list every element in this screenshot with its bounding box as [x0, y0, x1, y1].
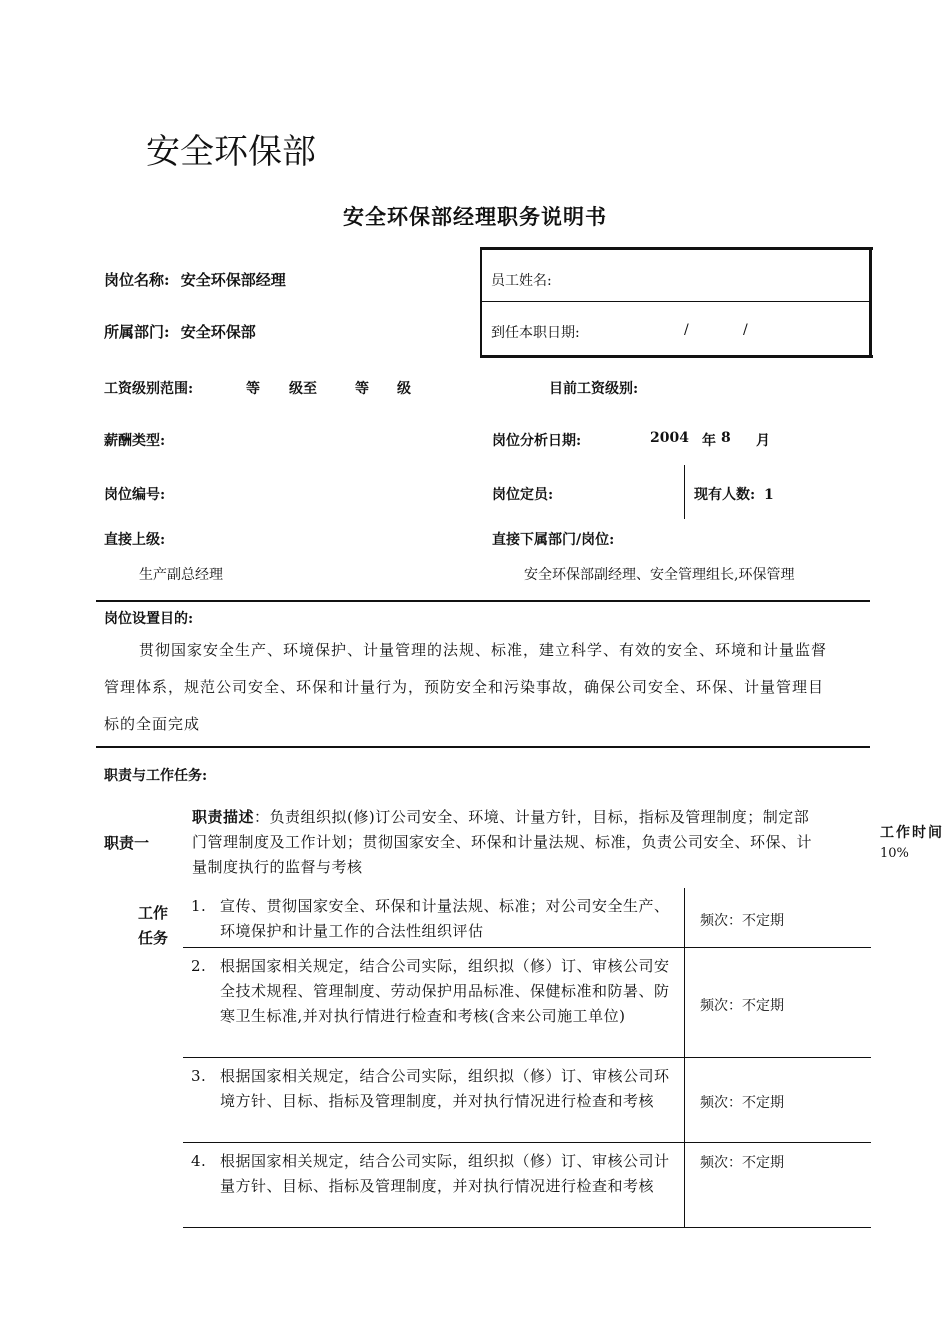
purpose-bottom-rule — [96, 746, 870, 748]
employee-name-label: 员工姓名: — [491, 273, 552, 289]
work-time-value: 10% — [880, 846, 909, 861]
department-label: 所属部门: — [104, 323, 170, 341]
duty-desc-label: 职责描述 — [192, 808, 255, 826]
task-table-column-divider — [684, 888, 685, 1228]
purpose-line-3: 标的全面完成 — [104, 715, 201, 733]
purpose-line-2: 管理体系，规范公司安全、环保和计量行为，预防安全和污染事故，确保公司安全、环保、计量管理目 — [104, 678, 825, 696]
tasks-label-line-2: 任务 — [138, 929, 169, 947]
supervisor-value: 生产副总经理 — [139, 567, 223, 583]
task-frequency: 频次：不定期 — [700, 1095, 784, 1111]
salary-range-level: 级 — [397, 381, 411, 397]
purpose-label: 岗位设置目的: — [104, 611, 194, 627]
supervisor-label: 直接上级: — [104, 532, 166, 548]
salary-range-to: 级至 — [289, 381, 317, 397]
box-right-border — [869, 250, 872, 357]
salary-range-label: 工资级别范围: — [104, 381, 194, 397]
quota-divider — [684, 465, 685, 519]
box-bottom-border — [480, 355, 873, 358]
duty-desc-line-2: 门管理制度及工作计划；贯彻国家安全、环保和计量法规、标准，负责公司安全、环保、计 — [192, 833, 813, 851]
box-top-border — [480, 247, 873, 250]
task-text: 根据国家相关规定，结合公司实际，组织拟（修）订、审核公司计量方针、目标、指标及管理制度，并对执行情况进行检查和考核 — [220, 1152, 670, 1195]
quota-label: 岗位定员: — [492, 487, 554, 503]
department-heading: 安全环保部 — [146, 132, 316, 172]
task-row-divider-1 — [183, 947, 871, 948]
duty-one-description — [192, 805, 872, 880]
analysis-date-year-unit: 年 — [702, 433, 716, 449]
task-number: 4. — [191, 1152, 207, 1170]
task-number: 2. — [191, 957, 207, 975]
subordinates-label: 直接下属部门/岗位: — [492, 532, 615, 548]
start-date-sep-1: / — [684, 322, 689, 338]
duty-one-label: 职责一 — [104, 834, 150, 852]
box-middle-divider — [482, 301, 869, 302]
purpose-line-1: 贯彻国家安全生产、环境保护、计量管理的法规、标准，建立科学、有效的安全、环境和计量监督 — [139, 641, 828, 659]
duty-desc-line-3: 量制度执行的监督与考核 — [192, 858, 363, 876]
document-title: 安全环保部经理职务说明书 — [343, 204, 607, 229]
headcount-label: 现有人数: — [694, 487, 756, 503]
department-row — [104, 321, 256, 342]
pay-type-label: 薪酬类型: — [104, 433, 166, 449]
analysis-date-month-unit: 月 — [756, 433, 770, 449]
position-name-row — [104, 269, 286, 290]
task-frequency: 频次：不定期 — [700, 998, 784, 1014]
tasks-label-line-1: 工作 — [138, 904, 169, 922]
task-number: 3. — [191, 1067, 207, 1085]
position-name-label: 岗位名称: — [104, 271, 170, 289]
purpose-top-rule — [96, 600, 870, 602]
task-text: 根据国家相关规定，结合公司实际，组织拟（修）订、审核公司安全技术规程、管理制度、劳动保护用品标准、保健标准和防暑、防寒卫生标准,并对执行情进行检查和考核(含来公司施工单位) — [220, 957, 670, 1025]
headcount-value: 1 — [764, 487, 774, 503]
subordinates-value: 安全环保部副经理、安全管理组长,环保管理 — [524, 567, 795, 583]
analysis-date-label: 岗位分析日期: — [492, 433, 582, 449]
headcount-row — [694, 484, 774, 504]
task-number: 1. — [191, 897, 207, 915]
start-date-label: 到任本职日期: — [491, 325, 580, 341]
task-frequency: 频次：不定期 — [700, 1155, 784, 1171]
task-row-divider-4 — [183, 1227, 871, 1228]
task-row-divider-3 — [183, 1142, 871, 1143]
task-frequency: 频次：不定期 — [700, 913, 784, 929]
task-text: 宣传、贯彻国家安全、环保和计量法规、标准；对公司安全生产、环境保护和计量工作的合法性组织评估 — [220, 897, 670, 940]
position-name-value: 安全环保部经理 — [180, 271, 286, 289]
work-time-label: 工作时间 — [880, 825, 944, 841]
salary-range-grade-1: 等 — [246, 381, 260, 397]
analysis-date-year: 2004 — [650, 430, 689, 446]
department-value: 安全环保部 — [180, 323, 256, 341]
task-row-divider-2 — [183, 1057, 871, 1058]
duties-heading: 职责与工作任务: — [104, 768, 208, 784]
task-text: 根据国家相关规定，结合公司实际，组织拟（修）订、审核公司环境方针、目标、指标及管理制度，并对执行情况进行检查和考核 — [220, 1067, 670, 1110]
salary-range-grade-2: 等 — [355, 381, 369, 397]
duty-desc-line-1: ：负责组织拟(修)订公司安全、环境、计量方针，目标，指标及管理制度；制定部 — [254, 808, 810, 826]
position-no-label: 岗位编号: — [104, 487, 166, 503]
current-grade-label: 目前工资级别: — [549, 381, 639, 397]
box-left-border — [480, 247, 482, 357]
analysis-date-month: 8 — [721, 430, 731, 446]
start-date-sep-2: / — [743, 322, 748, 338]
